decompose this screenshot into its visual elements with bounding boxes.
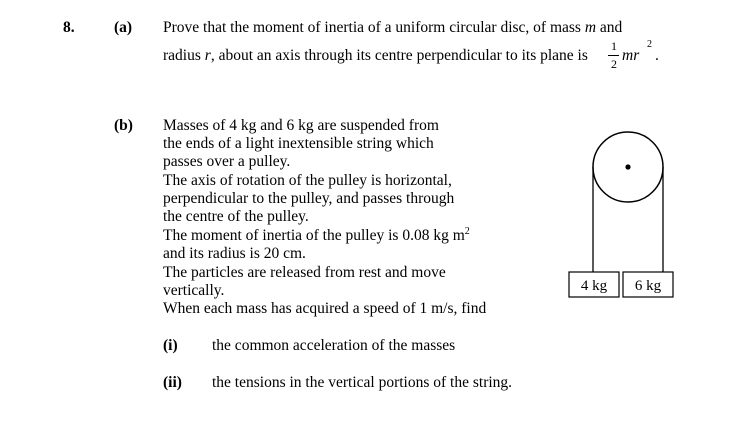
part-b-line-11: When each mass has acquired a speed of 1 m/s, find	[163, 300, 487, 317]
inertia-unit-exponent: 2	[464, 225, 470, 237]
part-b-line-6: the centre of the pulley.	[163, 208, 309, 225]
sub-part-ii-text: the tensions in the vertical portions of the string.	[212, 374, 513, 391]
part-b-line-1: Masses of 4 kg and 6 kg are suspended from	[163, 117, 439, 134]
part-b-line-5: perpendicular to the pulley, and passes through	[163, 190, 455, 207]
part-b-line-2: the ends of a light inextensible string which	[163, 135, 434, 152]
part-a-line-1-text: Prove that the moment of inertia of a uniform circular disc, of mass	[163, 19, 585, 36]
formula-period: .	[655, 47, 659, 64]
variable-r: r	[204, 47, 211, 64]
part-a-line-2-text: radius	[163, 47, 205, 64]
pulley-axle	[625, 164, 630, 169]
part-b-line-7	[163, 227, 470, 245]
mass-label-right: 6 kg	[634, 278, 662, 294]
part-b-line-3: passes over a pulley.	[163, 153, 291, 170]
part-a-line-1	[163, 19, 622, 37]
part-b-line-4: The axis of rotation of the pulley is horizontal,	[163, 172, 452, 189]
part-b-line-10: vertically.	[163, 282, 225, 299]
part-b-line-8: and its radius is 20 cm.	[163, 245, 306, 262]
part-a-line-2	[163, 47, 588, 65]
formula-mr: mr	[622, 47, 640, 64]
part-b-label: (b)	[114, 117, 133, 134]
part-b-line-9: The particles are released from rest and move	[163, 264, 446, 281]
inertia-text: The moment of inertia of the pulley is 0.08 kg m	[163, 227, 465, 244]
part-a-line-1-end: and	[596, 19, 623, 36]
fraction-bar	[608, 55, 619, 56]
part-a-line-2-mid: , about an axis through its centre perpendicular to its plane is	[210, 47, 588, 64]
sub-part-ii-label: (ii)	[163, 374, 182, 391]
question-number: 8.	[63, 19, 75, 36]
fraction-denominator: 2	[611, 57, 617, 71]
part-a-label: (a)	[114, 19, 133, 36]
sub-part-i-text: the common acceleration of the masses	[212, 337, 456, 354]
variable-m: m	[584, 19, 597, 36]
mass-label-left: 4 kg	[580, 278, 608, 294]
fraction-numerator: 1	[611, 39, 617, 53]
sub-part-i-label: (i)	[163, 337, 178, 354]
formula-exponent: 2	[647, 39, 652, 50]
pulley-diagram	[560, 125, 680, 300]
